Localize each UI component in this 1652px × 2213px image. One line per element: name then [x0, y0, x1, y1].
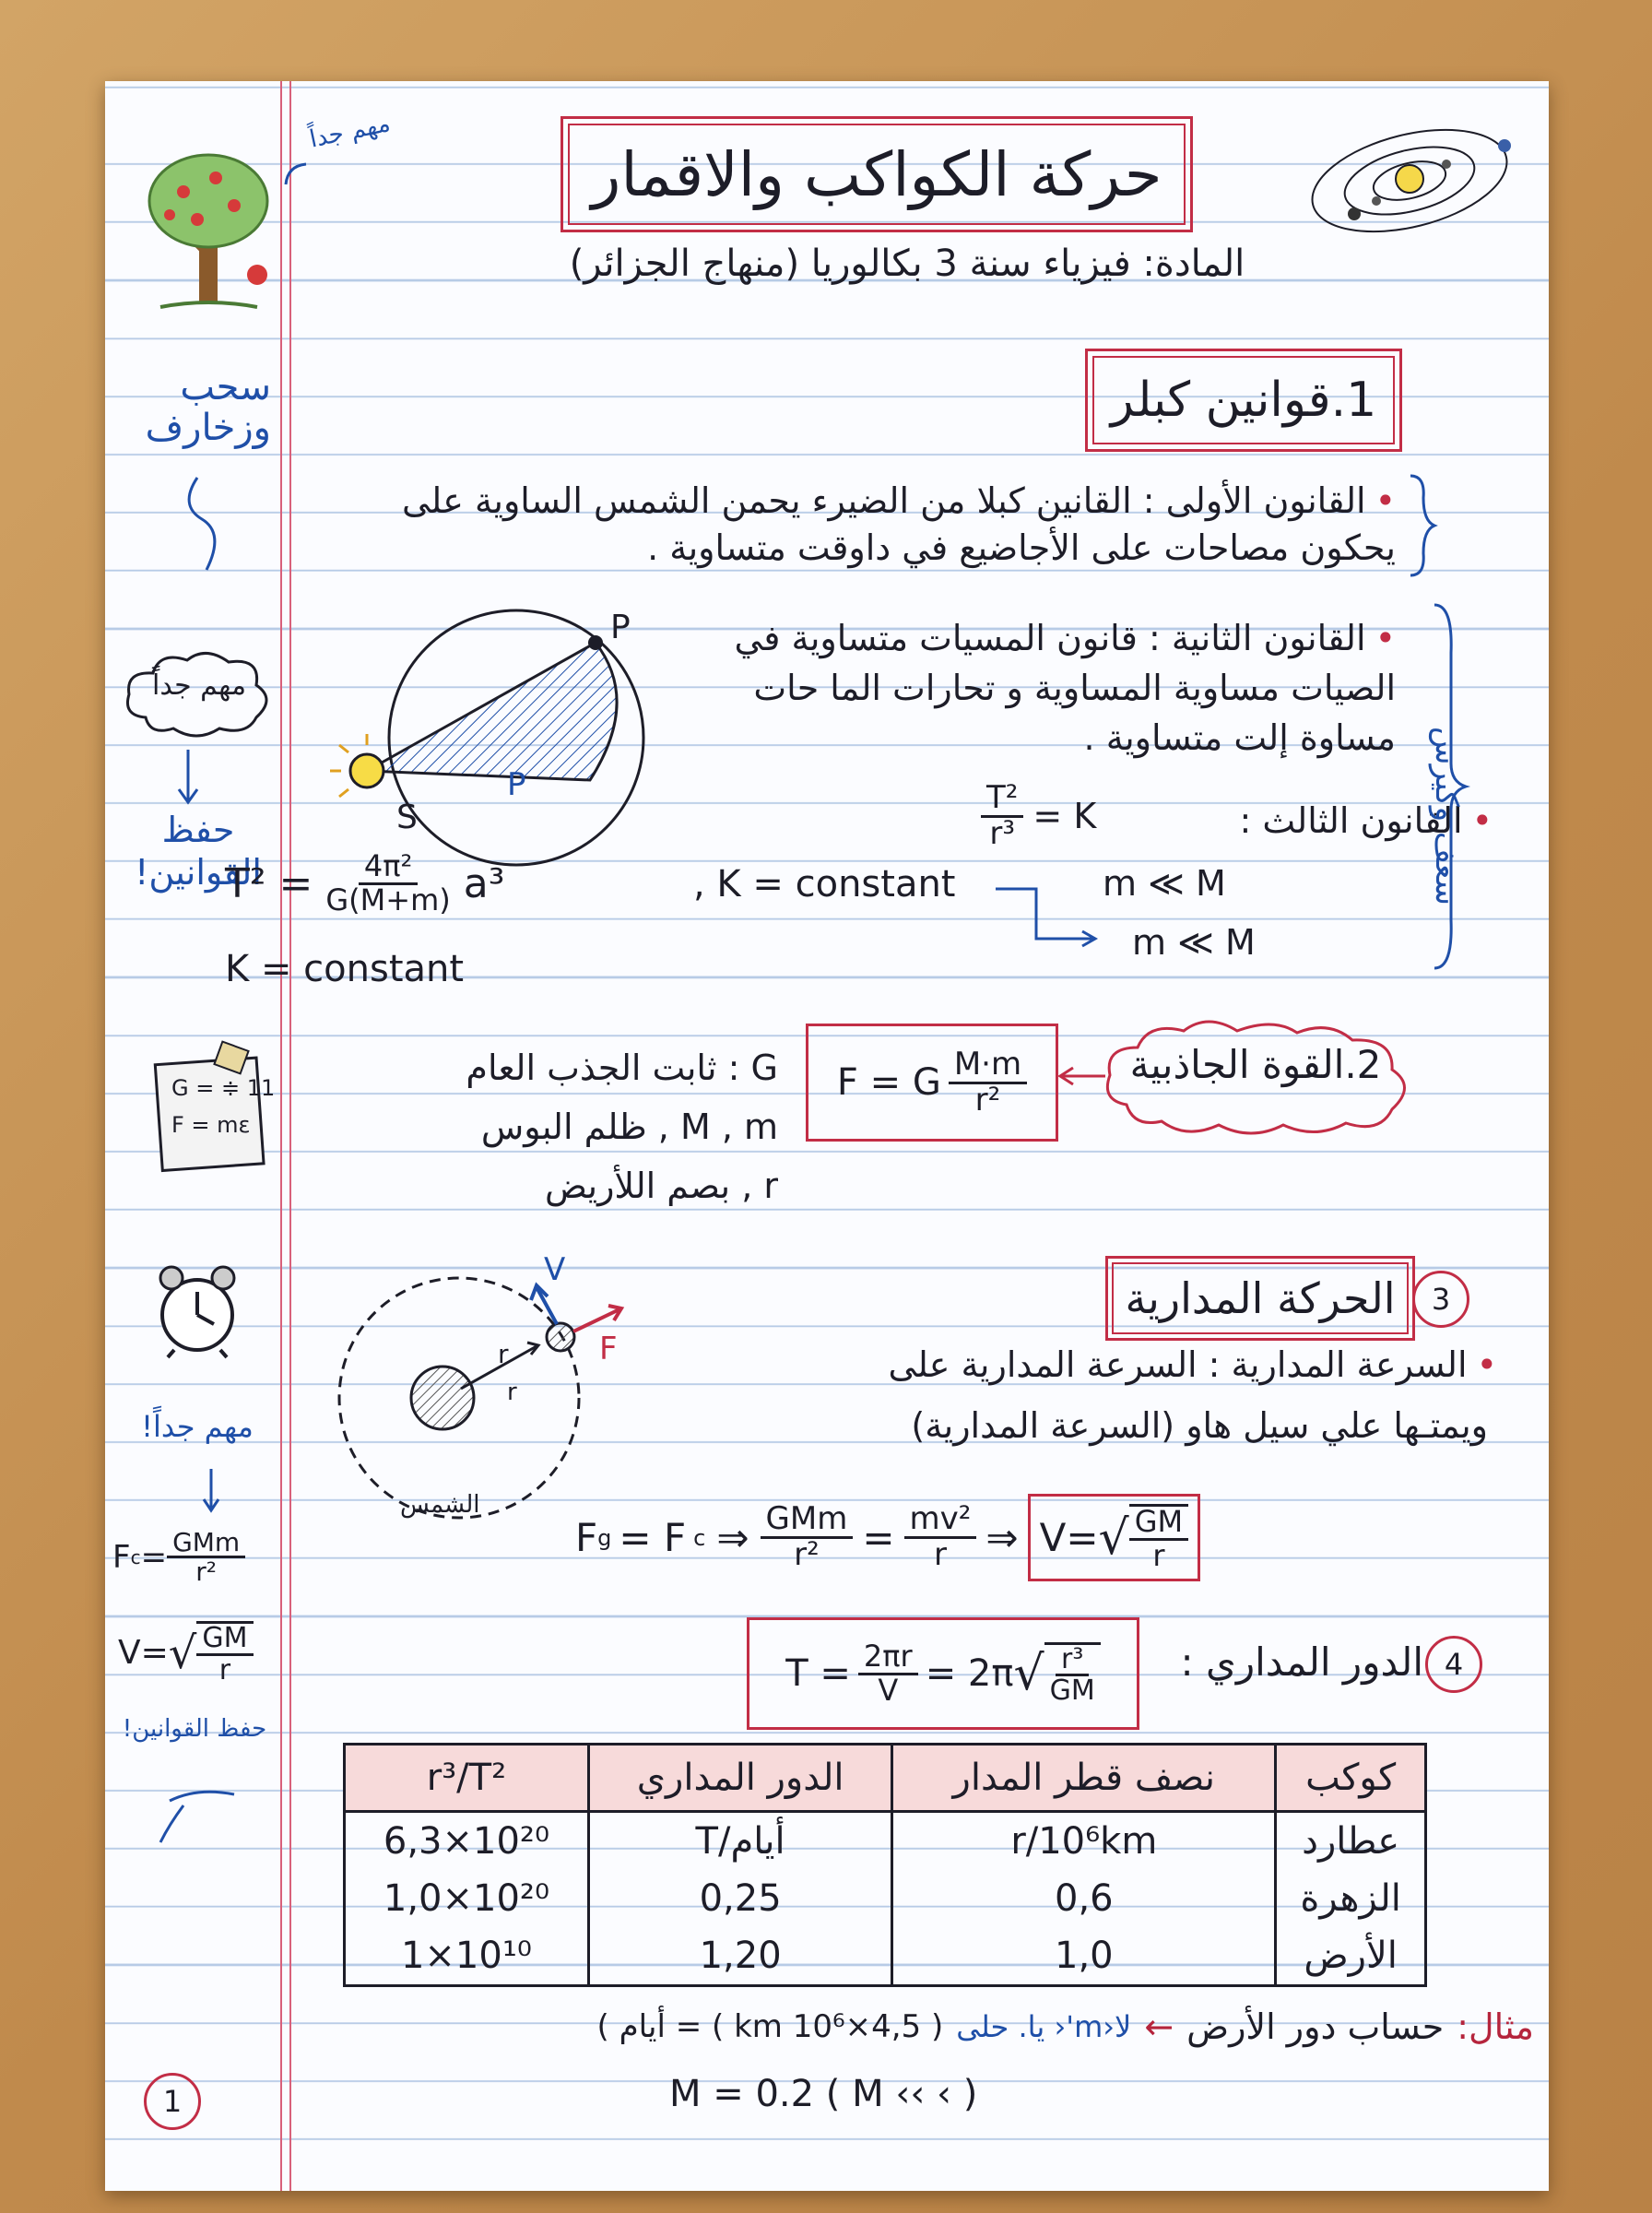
kepler-law-3-label: • القانون الثالث :	[1133, 800, 1493, 841]
margin-fc-label: F	[112, 1538, 131, 1576]
important-mark-note: مهم جداً!	[141, 1409, 254, 1444]
law3-rhs: = K	[1032, 796, 1097, 837]
kepler-law-1: • القانون الأولى : القانين كبلا من الضيرء يحمن الشمس الساوية على يحكون مصاحات على الأجاضيع في داوقت متساوية .	[326, 478, 1396, 573]
table-header: الدور المداري	[588, 1745, 892, 1812]
gravity-lhs: F = G	[836, 1061, 941, 1104]
table-cell: 1,0	[892, 1927, 1276, 1986]
margin-v-formula: V= √ $\frac{GM}{r}$	[118, 1621, 254, 1685]
margin-line-inner	[289, 81, 291, 2191]
period-num: 2πr	[858, 1641, 918, 1675]
section4-heading: الدور المداري :	[1180, 1639, 1423, 1685]
formula-note-icon	[151, 1038, 271, 1177]
page-number: 1	[144, 2073, 201, 2130]
approx-1: m ≪ M	[1103, 863, 1226, 904]
margin-fc-formula: F c = $\frac{\text{GMm}}{\text{r²}}$	[112, 1529, 245, 1586]
period-formula-box: T = $\frac{2\pi r}{V}$ = 2π √ $\frac{\text{r³}}{GM}$	[747, 1617, 1139, 1730]
margin-v-label: V=	[118, 1634, 169, 1672]
section1-heading: 1.قوانين كبلر	[1085, 349, 1402, 452]
section2-heading: 2.القوة الجاذبية	[1129, 1042, 1382, 1087]
margin-line	[280, 81, 282, 2191]
section3-heading: الحركة المدارية	[1105, 1256, 1415, 1341]
diagram-s-label: S	[396, 799, 418, 836]
period-den: V	[878, 1672, 899, 1708]
table-row	[345, 1927, 1426, 1986]
formula-den: G(M+m)	[325, 882, 451, 917]
gravity-formula-box	[806, 1024, 1058, 1142]
table-header: نصف قطر المدار	[892, 1745, 1276, 1812]
orbital-speed-line-2: ويمتـها علي سيل هاو (السرعة المدارية)	[911, 1405, 1488, 1446]
table-row	[345, 1870, 1426, 1927]
period-root-num: r³	[1056, 1645, 1089, 1677]
scribble-icon	[133, 1769, 262, 1852]
kepler-law-3-formula	[981, 779, 1097, 852]
brace-icon	[1403, 470, 1440, 581]
apple-tree-icon	[142, 136, 280, 321]
approx-2: m ≪ M	[1132, 922, 1256, 963]
table-header: كوكب	[1276, 1745, 1426, 1812]
arrow-down-icon	[170, 745, 206, 810]
def-mm: M , m , ظلم البوس	[480, 1106, 778, 1147]
table-cell: الأرض	[1276, 1927, 1426, 1986]
gravity-den: r²	[974, 1081, 1001, 1118]
example-line	[336, 2006, 1534, 2047]
period-root-den: GM	[1049, 1675, 1095, 1707]
v-result-num: GM	[1129, 1507, 1188, 1541]
law3-num: T²	[981, 782, 1023, 818]
table-cell: الزهرة	[1276, 1870, 1426, 1927]
def-g: G : ثابت الجذب العام	[466, 1047, 778, 1088]
table-cell: 0,6	[892, 1870, 1276, 1927]
alarm-clock-icon	[151, 1260, 243, 1361]
table-cell: 1,0×10²⁰	[345, 1870, 589, 1927]
k-constant-line: K = constant	[225, 948, 465, 990]
fg-label: F	[575, 1515, 598, 1561]
arrow-down-icon-2	[197, 1464, 225, 1520]
formula-num: 4π²	[359, 851, 418, 885]
side-note-vertical: سعف وكيرس	[1428, 727, 1465, 906]
table-cell: r/10⁶km	[892, 1812, 1276, 1871]
diagram-p-label: P	[610, 609, 631, 646]
def-r: r , بصم اللأريض	[544, 1166, 778, 1206]
planets-table	[343, 1743, 1427, 1987]
table-header: r³/T²	[345, 1745, 589, 1812]
example-blue-note: لا‹m'‹ يا. حلى	[956, 2009, 1132, 2044]
table-cell: 0,25	[588, 1870, 892, 1927]
example-label: مثال:	[1457, 2006, 1534, 2047]
example-arrow-icon: ←	[1144, 2006, 1174, 2047]
table-cell: 1,20	[588, 1927, 892, 1986]
section4-number: 4	[1425, 1636, 1482, 1693]
formula-rhs: a³	[463, 859, 505, 907]
solar-system-icon	[1299, 109, 1520, 247]
orbital-speed-line-1: • السرعة المدارية : السرعة المدارية على	[658, 1344, 1497, 1385]
fc-sub: c	[693, 1524, 706, 1551]
example-result: M = 0.2 ( M ‹‹ ‹ )	[669, 2073, 978, 2115]
eq2-den: r	[933, 1536, 947, 1574]
table-cell: T/أيام	[588, 1812, 892, 1871]
force-label: F	[599, 1331, 618, 1367]
v-result-den: r	[1152, 1537, 1165, 1573]
v-result-label: V=	[1039, 1515, 1099, 1561]
very-important-cloud-note: مهم جداً	[151, 669, 247, 702]
fg-sub: g	[597, 1524, 612, 1551]
clouds-decor-note: سحب وزخارف	[145, 366, 271, 449]
eq1-den: r²	[794, 1536, 820, 1574]
arrow-icon	[278, 155, 315, 192]
section3-number: 3	[1412, 1271, 1469, 1328]
eq1-num: GMm	[761, 1503, 854, 1539]
memorize-laws-note: حفظ القوانين!	[135, 810, 262, 893]
kepler-third-law-formula	[225, 848, 505, 917]
sun-label: الشمس	[400, 1491, 480, 1519]
period-mid: = 2π	[925, 1652, 1014, 1695]
note-f: F = mε	[171, 1112, 251, 1138]
margin-fc-sub: c	[130, 1545, 141, 1568]
subject-line: المادة: فيزياء سنة 3 بكالوريا (منهاج الجزائر)	[569, 243, 1245, 285]
arrow-icon-blue	[990, 885, 1119, 959]
example-text: حساب دور الأرض	[1186, 2006, 1445, 2047]
law3-den: r³	[989, 814, 1015, 852]
eq2-num: mv²	[904, 1503, 977, 1539]
example-paren: ( 4,5×10⁶ km ) = أيام )	[596, 2008, 944, 2045]
table-cell: عطارد	[1276, 1812, 1426, 1871]
k-constant-inline: , K = constant	[693, 863, 956, 905]
memorize-laws-note-2: حفظ القوانين!	[122, 1715, 267, 1743]
table-header-row	[345, 1745, 1426, 1812]
formula-lhs: T² =	[225, 859, 313, 907]
table-row	[345, 1812, 1426, 1871]
gravity-num: M·m	[949, 1048, 1027, 1084]
orbital-velocity-derivation: F g = F c ⇒ $\frac{\text{GMm}}{\text{r²}}$ = $\frac{\text{mv²}}{r}$ ⇒ V= √ $\frac{GM}{r}$	[575, 1494, 1200, 1581]
very-important-note-top: مهم جداً	[307, 109, 393, 154]
margin-fc-den: r²	[195, 1556, 217, 1588]
kepler-area-diagram	[323, 599, 673, 867]
margin-v-den: r	[218, 1653, 231, 1686]
table-cell: 6,3×10²⁰	[345, 1812, 589, 1871]
squiggle-icon	[160, 468, 243, 579]
notebook-page	[105, 81, 1549, 2191]
margin-v-num: GM	[196, 1624, 253, 1656]
page-title: حركة الكواكب والاقمار	[560, 116, 1193, 232]
note-g: G = ≑ 11	[171, 1075, 276, 1101]
velocity-label: V	[544, 1251, 566, 1288]
radius-label-1: r	[498, 1339, 509, 1369]
arrow-left-icon	[1055, 1062, 1110, 1090]
margin-fc-num: GMm	[167, 1529, 245, 1558]
table-cell: 1×10¹⁰	[345, 1927, 589, 1986]
kepler-law-2: • القانون الثانية : قانون المسيات متساوية في الصيات مساوية المساوية و تحارات الما حات مساوة إلت متساوية .	[714, 614, 1396, 763]
diagram-area-label: P	[507, 766, 526, 803]
radius-label-2: r	[507, 1379, 517, 1406]
period-lhs: T =	[785, 1652, 851, 1695]
